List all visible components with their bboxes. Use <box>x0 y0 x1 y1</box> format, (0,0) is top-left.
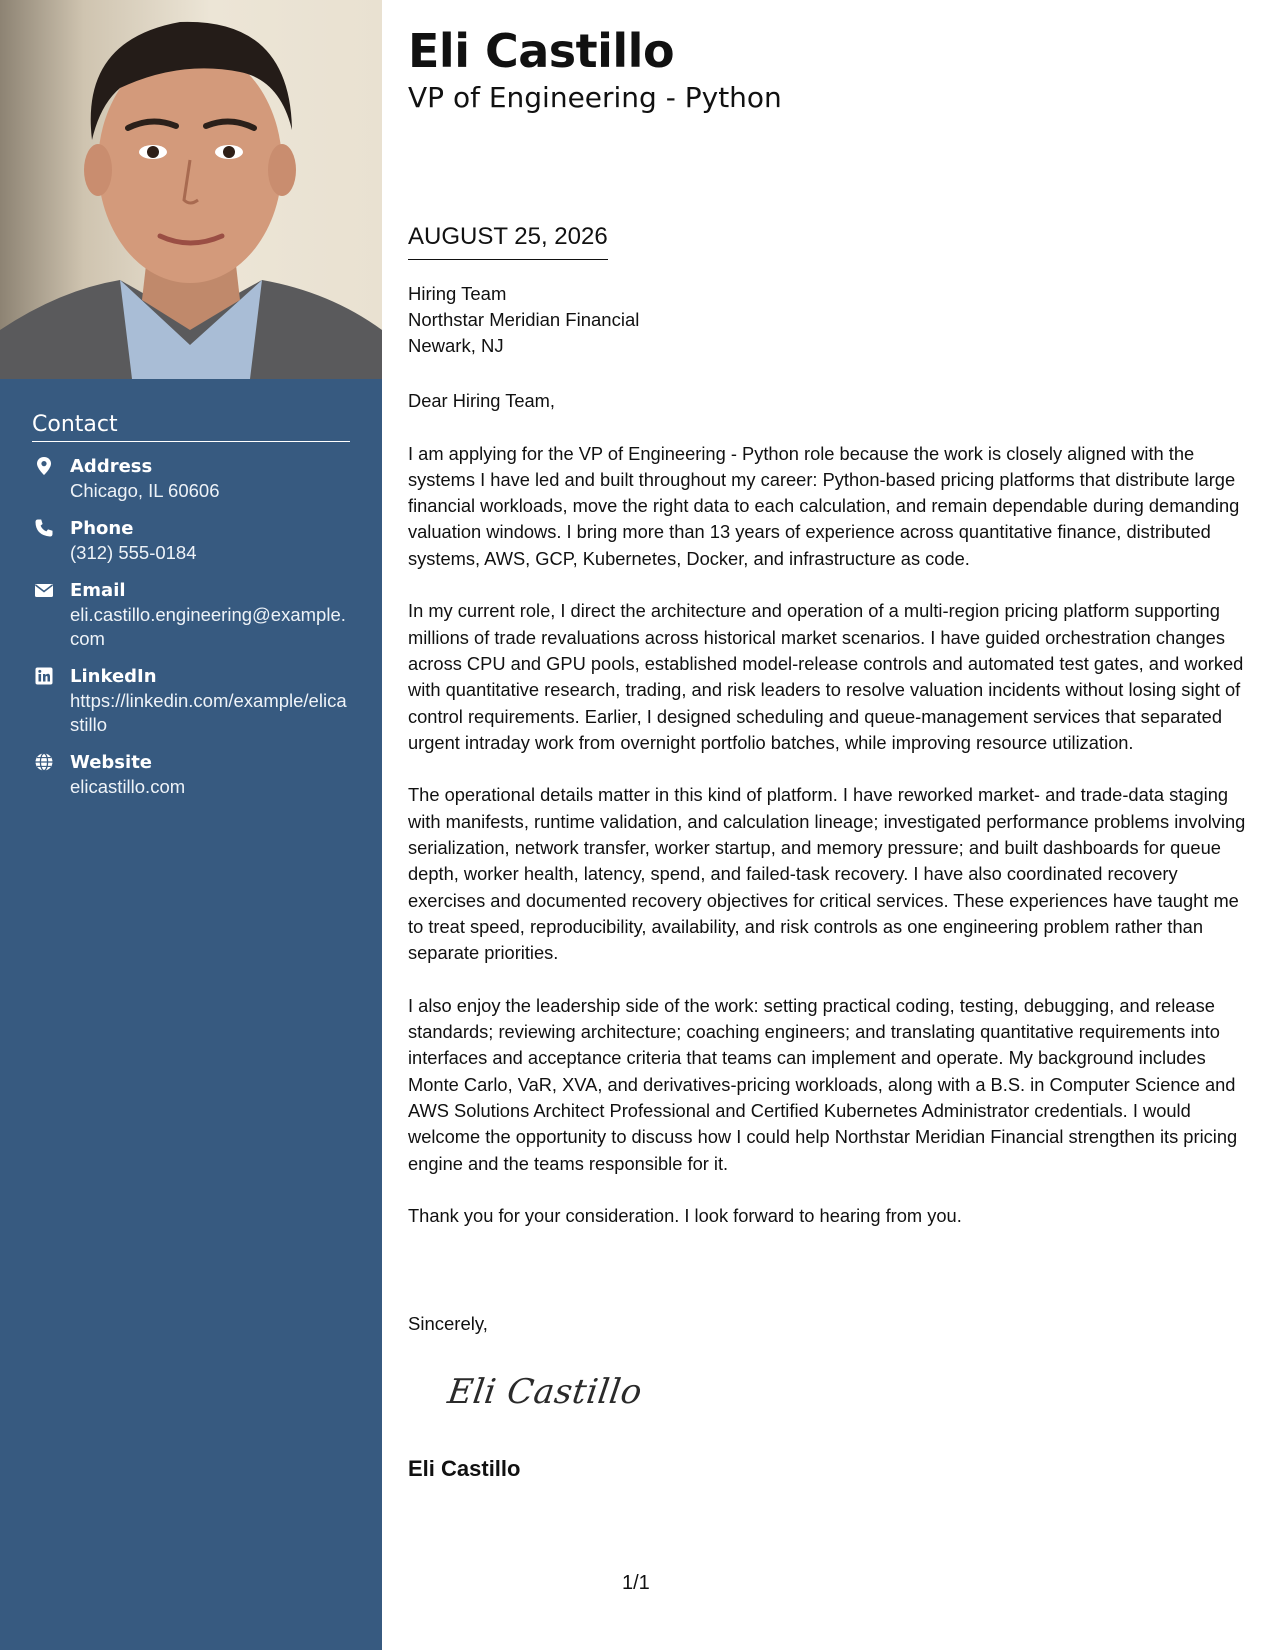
recipient-line: Hiring Team <box>408 283 507 304</box>
closing: Sincerely, <box>408 1313 488 1334</box>
body-paragraph: I also enjoy the leadership side of the work: setting practical coding, testing, debugging, and release standards; reviewing architecture; coaching engineers; and translating quantitative requirements into interfaces and acceptance criteria that teams can implement and operate. My background includes Monte Carlo, VaR, XVA, and derivatives-pricing workloads, along with a B.S. in Computer Science and AWS Solutions Architect Professional and Certified Kubernetes Administrator credentials. I would welcome the opportunity to discuss how I could help Northstar Meridian Financial strengthen its pricing engine and the teams responsible for it. <box>408 994 1238 1174</box>
sidebar <box>0 0 382 1650</box>
contact-address <box>32 454 350 503</box>
signature: Eli Castillo <box>445 1372 645 1412</box>
website-value[interactable]: elicastillo.com <box>70 776 186 797</box>
recipient-line: Newark, NJ <box>408 335 504 356</box>
salutation: Dear Hiring Team, <box>408 390 555 411</box>
map-pin-icon <box>34 456 54 476</box>
body-paragraph: I am applying for the VP of Engineering - Python role because the work is closely aligned with the systems I have led and built throughout my career: Python-based pricing platforms that distribute large financial workloads, move the right data to each calculation, and remain dependable during demanding valuation windows. I bring more than 13 years of experience across quantitative finance, distributed systems, AWS, GCP, Kubernetes, Docker, and infrastructure as code. <box>408 442 1240 569</box>
recipient-line: Northstar Meridian Financial <box>408 309 640 330</box>
address-label: Address <box>70 456 153 477</box>
profile-photo <box>0 0 382 379</box>
body-paragraph: In my current role, I direct the architecture and operation of a multi-region pricing platform supporting millions of trade revaluations across historical market scenarios. I have guided orchestration changes across CPU and GPU pools, established model-release controls and automated test gates, and worked with quantitative research, trading, and risk leaders to resolve valuation incidents without losing sight of control requirements. Earlier, I designed scheduling and queue-management services that separated urgent intraday work from overnight portfolio batches, while improving resource utilization. <box>408 600 1244 753</box>
envelope-icon <box>34 580 54 600</box>
page-number: 1/1 <box>622 1572 650 1594</box>
letter-date: AUGUST 25, 2026 <box>408 223 608 260</box>
phone-label: Phone <box>70 518 134 539</box>
signed-name: Eli Castillo <box>408 1456 521 1481</box>
candidate-name: Eli Castillo <box>408 24 675 78</box>
linkedin-label: LinkedIn <box>70 666 157 687</box>
email-value[interactable]: eli.castillo.engineering@example.com <box>70 604 346 649</box>
contact-section <box>32 412 350 812</box>
contact-heading: Contact <box>32 412 350 442</box>
header <box>408 22 1250 116</box>
recipient-block <box>408 281 639 359</box>
phone-icon <box>34 518 54 538</box>
linkedin-icon <box>34 666 54 686</box>
body-paragraph: Thank you for your consideration. I look forward to hearing from you. <box>408 1205 962 1227</box>
linkedin-value[interactable]: https://linkedin.com/example/elicastillo <box>70 690 347 735</box>
contact-linkedin <box>32 664 350 737</box>
email-label: Email <box>70 580 126 601</box>
phone-value[interactable]: (312) 555-0184 <box>70 542 197 563</box>
contact-email <box>32 578 350 651</box>
globe-icon <box>34 752 54 772</box>
candidate-title: VP of Engineering - Python <box>408 81 782 114</box>
website-label: Website <box>70 752 153 773</box>
body-paragraph: The operational details matter in this kind of platform. I have reworked market- and trade-data staging with manifests, runtime validation, and calculation lineage; investigated performance problems involving serialization, network transfer, worker startup, and memory pressure; and built dashboards for queue depth, worker health, latency, spend, and failed-task recovery. I have also coordinated recovery exercises and documented recovery objectives for critical services. These experiences have taught me to treat speed, reproducibility, availability, and risk controls as one engineering problem rather than separate priorities. <box>408 784 1246 964</box>
letter-body <box>408 388 1250 1256</box>
contact-website <box>32 750 350 799</box>
contact-phone <box>32 516 350 565</box>
address-value: Chicago, IL 60606 <box>70 480 220 501</box>
